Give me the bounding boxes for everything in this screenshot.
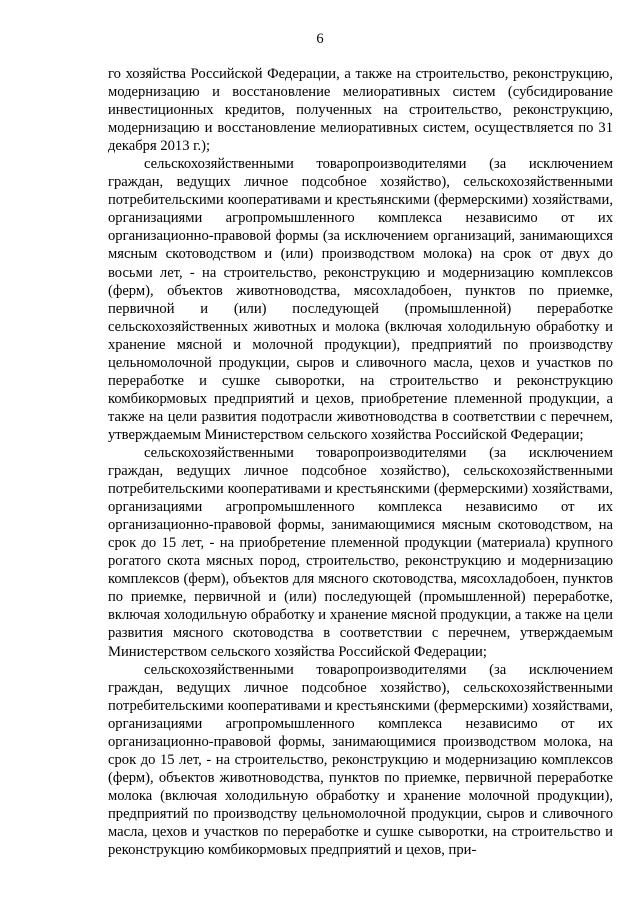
document-body: [108, 65, 613, 859]
paragraph-dairy-loans: сельскохозяйственными товаропроизводителями (за исключением граждан, ведущих личное подсобное хозяйство), сельскохозяйственными потребительскими кооперативами и крестьянскими (фермерскими) хозяйствами, организациями агропромышленного комплекса независимо от их организационно-правовой формы, занимающимися производством молока, на срок до 15 лет, - на строительство, реконструкцию и модернизацию комплексов (ферм), объектов животноводства, пунктов по приемке, первичной переработке молока (включая холодильную обработку и хранение молочной продукции), предприятий по производству цельномолочной продукции, сыров и сливочного масла, цехов и участков по переработке и сушке сыворотки, на строительство и реконструкцию комбикормовых предприятий и цехов, при-: [108, 661, 613, 859]
page-number: 6: [316, 31, 324, 47]
paragraph-livestock-loans: сельскохозяйственными товаропроизводителями (за исключением граждан, ведущих личное подсобное хозяйство), сельскохозяйственными потребительскими кооперативами и крестьянскими (фермерскими) хозяйствами, организациями агропромышленного комплекса независимо от их организационно-правовой формы (за исключением организаций, занимающихся мясным скотоводством и (или) производством молока) на срок от двух до восьми лет, - на строительство, реконструкцию и модернизацию комплексов (ферм), объектов животноводства, мясохладобоен, пунктов по приемке, первичной и (или) последующей (промышленной) переработке сельскохозяйственных животных и молока (включая холодильную обработку и хранение мясной и молочной продукции), предприятий по производству цельномолочной продукции, сыров и сливочного масла, цехов и участков по переработке и сушке сыворотки, на строительство и реконструкцию комбикормовых предприятий и цехов, приобретение племенной продукции, а также на цели развития подотрасли животноводства в соответствии с перечнем, утверждаемым Министерством сельского хозяйства Российской Федерации;: [108, 156, 613, 443]
paragraph-continuation: го хозяйства Российской Федерации, а также на строительство, реконструкцию, модернизацию и восстановление мелиоративных систем (субсидирование инвестиционных кредитов, полученных на строительство, реконструкцию, модернизацию и восстановление мелиоративных систем, осуществляется по 31 декабря 2013 г.);: [108, 66, 613, 155]
paragraph-beef-cattle-loans: сельскохозяйственными товаропроизводителями (за исключением граждан, ведущих личное подсобное хозяйство), сельскохозяйственными потребительскими кооперативами и крестьянскими (фермерскими) хозяйствами, организациями агропромышленного комплекса независимо от их организационно-правовой формы, занимающимися мясным скотоводством, на срок до 15 лет, - на приобретение племенной продукции (материала) крупного рогатого скота мясных пород, строительство, реконструкцию и модернизацию комплексов (ферм), объектов для мясного скотоводства, мясохладобоен, пунктов по приемке, первичной и (или) последующей (промышленной) переработке, включая холодильную обработку и хранение мясной продукции, а также на цели развития мясного скотоводства в соответствии с перечнем, утверждаемым Министерством сельского хозяйства Российской Федерации;: [108, 444, 613, 660]
